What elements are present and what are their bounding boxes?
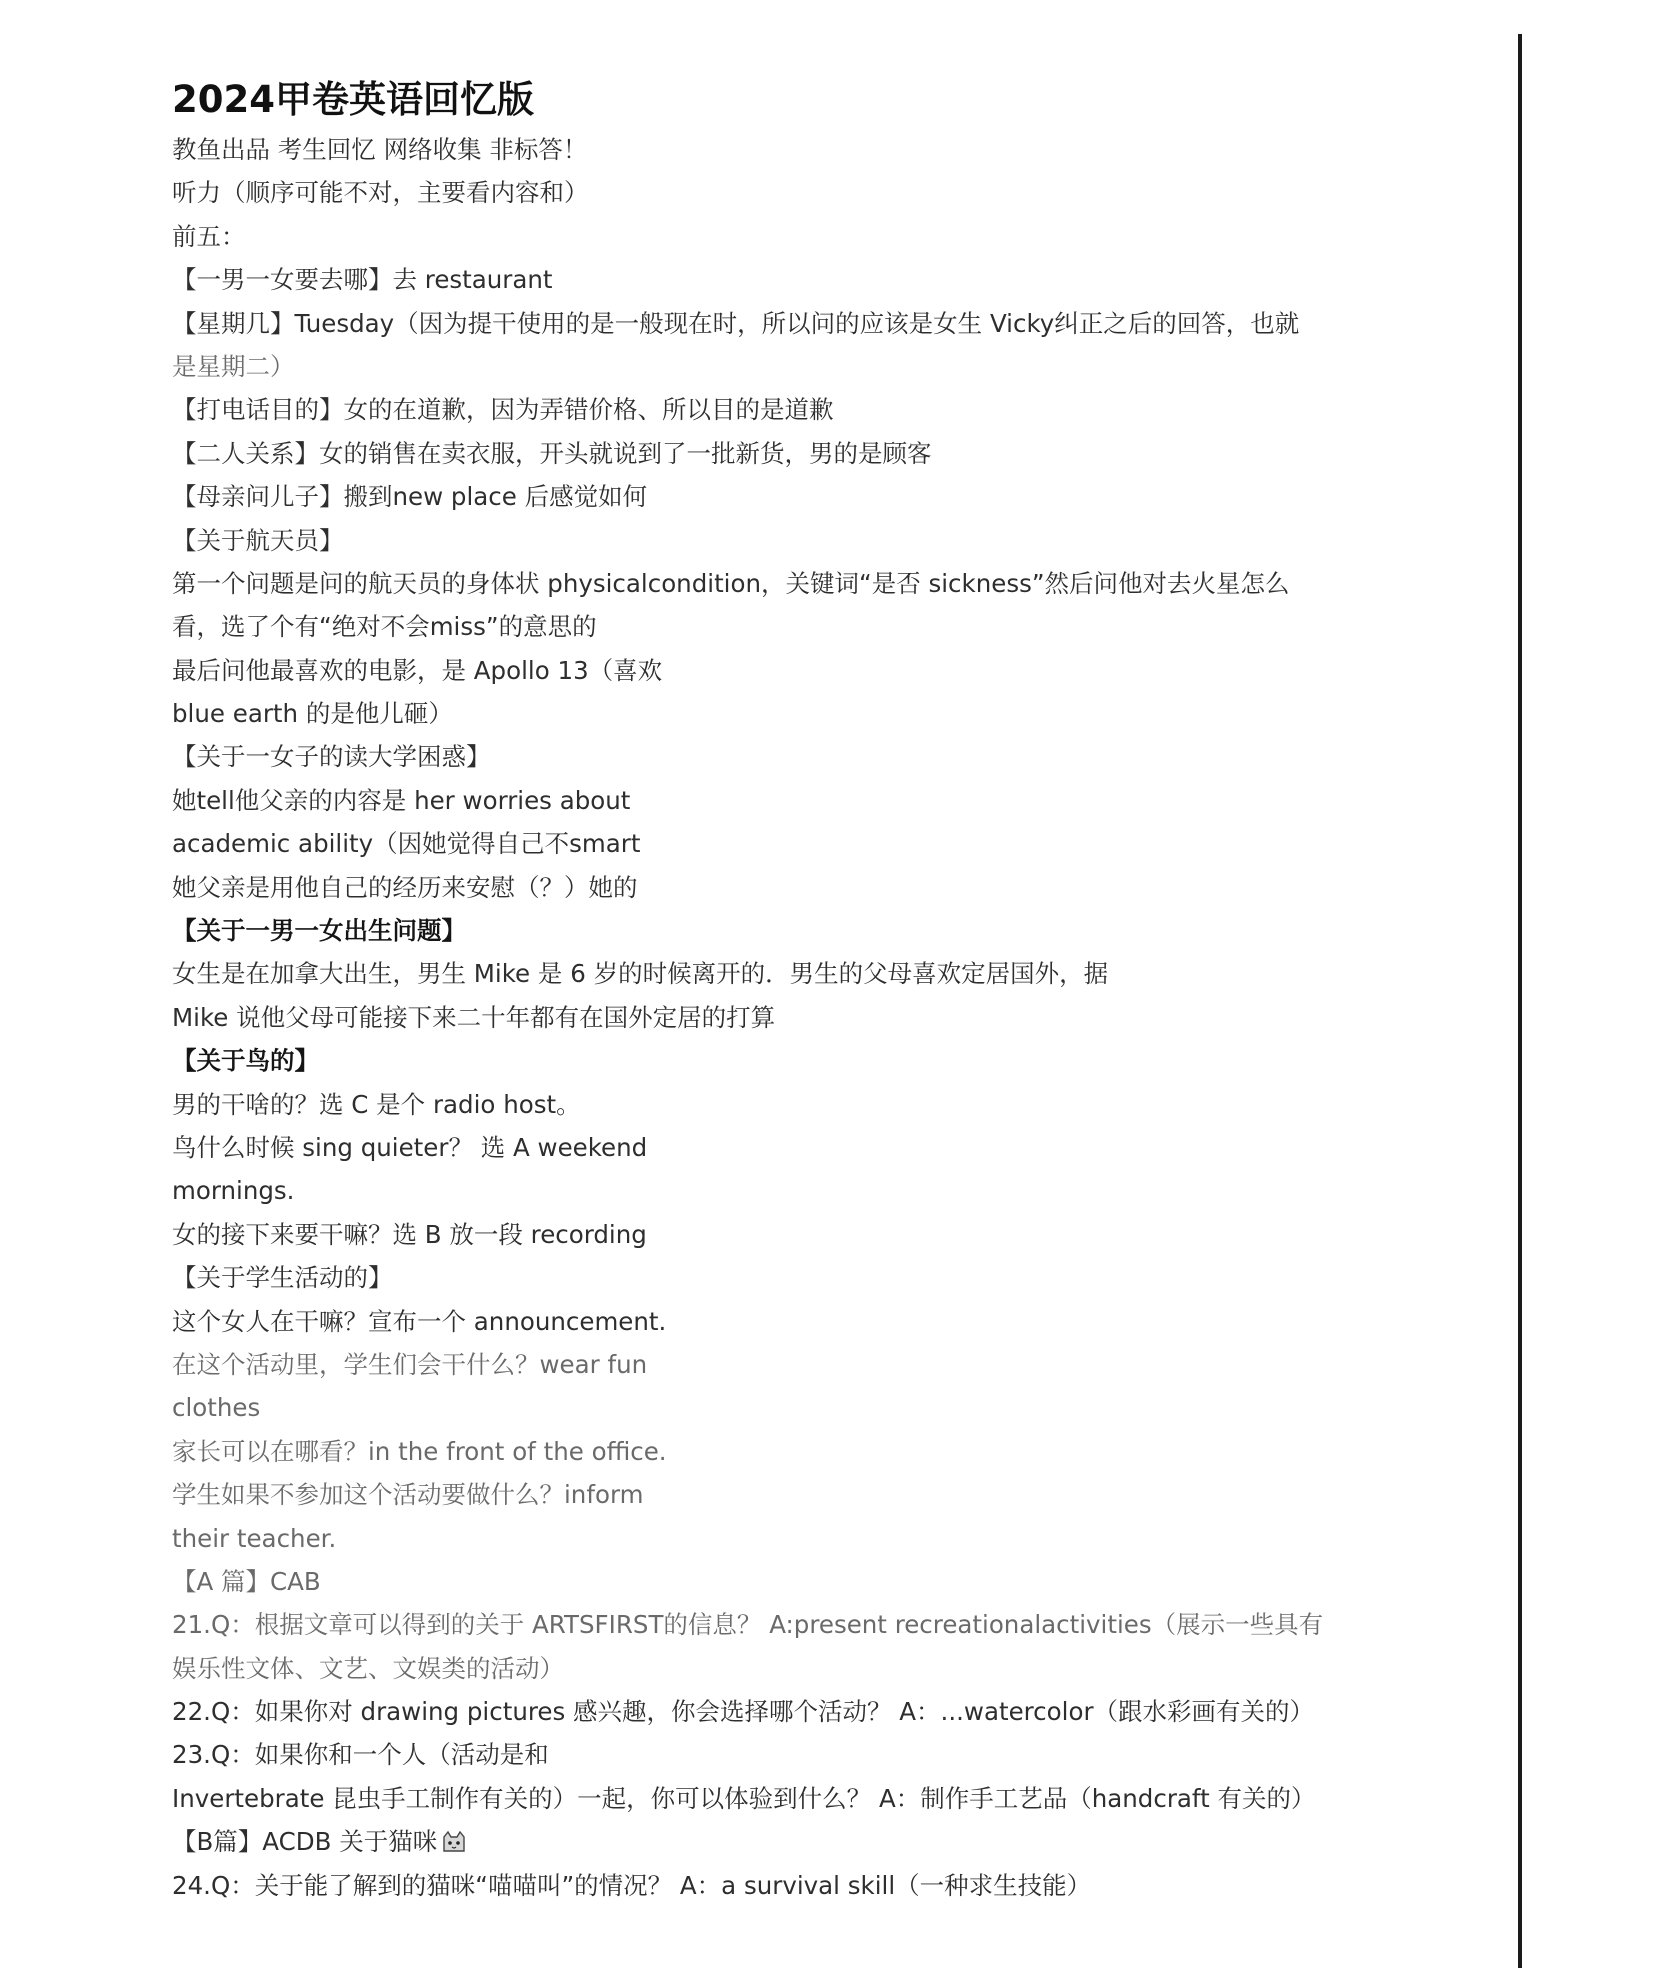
text-line [172, 1777, 1472, 1820]
line-text: 【二人关系】女的销售在卖衣服，开头就说到了一批新货，男的是顾客 [172, 438, 932, 468]
line-text: 她父亲是用他自己的经历来安慰（？）她的 [172, 872, 638, 902]
line-text: 【打电话目的】女的在道歉，因为弄错价格、所以目的是道歉 [172, 395, 834, 425]
line-text: 看，选了个有“绝对不会miss”的意思的 [172, 612, 597, 642]
line-text: 是星期二） [172, 351, 295, 381]
document-title: 2024甲卷英语回忆版 [172, 78, 534, 121]
text-line [172, 1733, 1472, 1776]
text-line [172, 171, 1472, 214]
line-text: 在这个活动里，学生们会干什么？wear fun [172, 1349, 648, 1379]
text-line [172, 1126, 1472, 1169]
line-text: 【母亲问儿子】搬到new place 后感觉如何 [172, 482, 648, 512]
line-text: clothes [172, 1393, 261, 1423]
text-line [172, 909, 1472, 952]
text-line [172, 1300, 1472, 1343]
line-text: 【A 篇】CAB [172, 1566, 321, 1596]
line-text: 鸟什么时候 sing quieter？ 选 A weekend [172, 1132, 648, 1162]
line-text: 前五： [172, 221, 246, 251]
text-line [172, 1647, 1472, 1690]
document-body [172, 128, 1472, 1907]
text-line [172, 866, 1472, 909]
text-line [172, 1386, 1472, 1429]
text-line [172, 1213, 1472, 1256]
line-text: 她tell他父亲的内容是 her worries about [172, 785, 631, 815]
text-line [172, 1083, 1472, 1126]
text-line [172, 692, 1472, 735]
text-line [172, 1820, 1472, 1863]
page-edge-rule [1518, 34, 1522, 1968]
line-text: blue earth 的是他儿砸） [172, 699, 453, 729]
text-line [172, 822, 1472, 865]
line-text: 这个女人在干嘛？宣布一个 announcement. [172, 1306, 667, 1336]
text-line [172, 519, 1472, 562]
text-line [172, 1560, 1472, 1603]
line-text: 【关于一男一女出生问题】 [172, 916, 466, 946]
text-line [172, 215, 1472, 258]
text-line [172, 1169, 1472, 1212]
line-text: 听力（顺序可能不对，主要看内容和） [172, 178, 589, 208]
text-line [172, 1517, 1472, 1560]
line-text: 【一男一女要去哪】去 restaurant [172, 265, 553, 295]
text-line [172, 1430, 1472, 1473]
line-text: 女生是在加拿大出生，男生 Mike 是 6 岁的时候离开的．男生的父母喜欢定居国外，据 [172, 959, 1109, 989]
text-line [172, 345, 1472, 388]
text-line [172, 779, 1472, 822]
line-text: 【B篇】ACDB 关于猫咪 [172, 1827, 438, 1857]
line-text: 男的干啥的？选 C 是个 radio host。 [172, 1089, 581, 1119]
text-line [172, 302, 1472, 345]
text-line [172, 1256, 1472, 1299]
text-line [172, 1343, 1472, 1386]
text-line [172, 388, 1472, 431]
text-line [172, 1039, 1472, 1082]
text-line [172, 432, 1472, 475]
line-text: 娱乐性文体、文艺、文娱类的活动） [172, 1653, 564, 1683]
line-text: 【星期几】Tuesday（因为提干使用的是一般现在时，所以问的应该是女生 Vicky纠正之后的回答，也就 [172, 308, 1300, 338]
text-line [172, 1603, 1472, 1646]
text-line [172, 1473, 1472, 1516]
text-line [172, 562, 1472, 605]
line-text: 22.Q：如果你对 drawing pictures 感兴趣，你会选择哪个活动？ A：...watercolor（跟水彩画有关的） [172, 1697, 1315, 1727]
text-line [172, 475, 1472, 518]
line-text: 最后问他最喜欢的电影，是 Apollo 13（喜欢 [172, 655, 663, 685]
line-text: 教鱼出品 考生回忆 网络收集 非标答！ [172, 135, 588, 164]
line-text: 女的接下来要干嘛？选 B 放一段 recording [172, 1219, 647, 1249]
cat-face-icon [441, 1831, 467, 1853]
line-text: 第一个问题是问的航天员的身体状 physicalcondition，关键词“是否 sickness”然后问他对去火星怎么 [172, 568, 1290, 598]
line-text: 家长可以在哪看？in the front of the office. [172, 1436, 667, 1466]
text-line [172, 128, 1472, 171]
line-text: 23.Q：如果你和一个人（活动是和 [172, 1740, 549, 1770]
line-text: 【关于一女子的读大学困惑】 [172, 742, 491, 772]
text-line [172, 1690, 1472, 1733]
line-text: Invertebrate 昆虫手工制作有关的）一起，你可以体验到什么？ A：制作手工艺品（handcraft 有关的） [172, 1783, 1316, 1813]
text-line [172, 258, 1472, 301]
line-text: 21.Q：根据文章可以得到的关于 ARTSFIRST的信息？ A:present recreationalactivities（展示一些具有 [172, 1610, 1324, 1640]
text-line [172, 952, 1472, 995]
line-text: 【关于航天员】 [172, 525, 344, 555]
line-text: mornings. [172, 1176, 295, 1206]
text-line [172, 649, 1472, 692]
line-text: their teacher. [172, 1523, 337, 1553]
text-line [172, 735, 1472, 778]
line-text: Mike 说他父母可能接下来二十年都有在国外定居的打算 [172, 1002, 776, 1032]
line-text: 24.Q：关于能了解到的猫咪“喵喵叫”的情况？ A：a survival skill（一种求生技能） [172, 1870, 1092, 1900]
text-line [172, 1864, 1472, 1907]
text-line [172, 605, 1472, 648]
text-line [172, 996, 1472, 1039]
line-text: academic ability（因她觉得自己不smart [172, 829, 641, 859]
line-text: 【关于学生活动的】 [172, 1263, 393, 1293]
line-text: 学生如果不参加这个活动要做什么？inform [172, 1480, 644, 1510]
line-text: 【关于鸟的】 [172, 1046, 319, 1076]
